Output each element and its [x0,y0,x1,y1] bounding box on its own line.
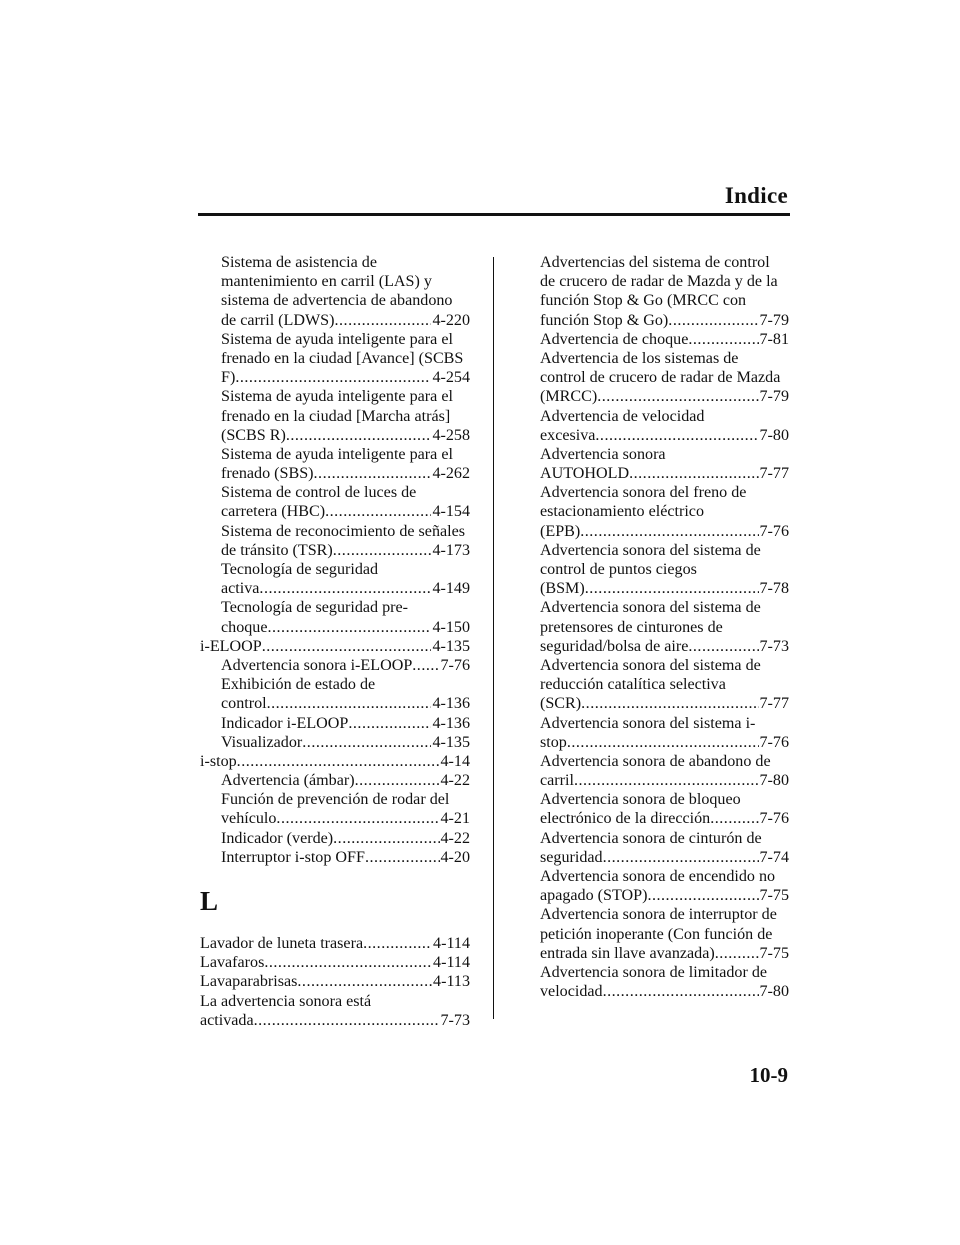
index-entry-text: Advertencia sonora de encendido no [540,868,776,885]
page-reference: 4-220 [432,311,470,329]
index-entry [526,541,789,599]
index-entry-leader-line [221,502,470,521]
dot-leader [264,953,432,972]
index-entry-text: (SCBS R) [221,426,286,444]
dot-leader [597,387,758,406]
dot-leader [348,714,431,733]
index-entry-text: vehículo [221,810,277,828]
index-entry-leader-line [221,368,470,387]
index-entry-text: Advertencia de los sistemas de [540,349,739,367]
index-entry [526,714,789,752]
index-entry-text: reducción catalítica selectiva [540,676,726,694]
page-reference: 7-76 [759,810,789,828]
index-entry-leader-line [200,752,470,771]
index-entry-leader-line [540,886,789,905]
index-entry-text: Advertencia sonora del sistema de [540,599,761,617]
index-entry [200,675,470,713]
index-entry-leader-line [221,426,470,445]
page-reference: 7-75 [759,944,789,962]
page-reference: 7-79 [759,388,789,406]
index-entry-text: Sistema de ayuda inteligente para el [221,388,453,406]
index-entry-text: electrónico de la dirección [540,810,711,828]
index-entry-text: frenado en la ciudad [Marcha atrás] [221,407,451,425]
dot-leader [581,694,758,713]
page-reference: 4-136 [432,714,470,732]
index-entry-leader-line [221,656,470,675]
page-reference: 7-80 [759,983,789,1001]
dot-leader [237,752,440,771]
page-reference: 4-254 [432,369,470,387]
index-entry-text: pretensores de cinturones de [540,618,723,636]
dot-leader [365,848,440,867]
dot-leader [254,1011,440,1030]
index-entry [200,752,470,771]
dot-leader [585,579,759,598]
index-entry-text: Advertencia sonora del freno de [540,484,747,502]
section-letter-heading: L [200,886,219,916]
index-entry-text: frenado (SBS) [221,465,314,483]
index-entries-right [526,253,789,1001]
index-entry-text: de tránsito (TSR) [221,541,333,559]
dot-leader [668,311,758,330]
index-entry-text: función Stop & Go (MRCC con [540,292,747,310]
index-entry-text: Exhibición de estado de [221,676,376,694]
dot-leader [297,972,432,991]
index-entry-text: activada [200,1011,254,1029]
index-entry [200,637,470,656]
page-reference: 4-114 [433,935,470,952]
index-entry-text: Advertencia sonora [540,445,666,463]
index-entry-leader-line [221,541,470,560]
index-entry-leader-line [200,972,470,991]
index-entry [200,771,470,790]
dot-leader [629,464,758,483]
dot-leader [335,311,432,330]
page-reference: 4-262 [432,465,470,483]
index-entry-text: Advertencia de velocidad [540,407,705,425]
index-entry [526,867,789,905]
index-entry-leader-line [221,848,470,867]
page-reference: 4-173 [432,541,470,559]
index-entry-leader-line [200,953,470,972]
index-entry [526,963,789,1001]
page-reference: 4-22 [440,829,470,847]
page-reference: 7-76 [440,656,470,674]
page-reference: 7-80 [759,772,789,790]
page-reference: 4-20 [440,848,470,866]
page-reference: 7-81 [759,330,789,348]
dot-leader [647,886,758,905]
index-entry [526,905,789,963]
index-entry-leader-line [540,522,789,541]
index-entry-text: función Stop & Go) [540,311,669,329]
index-entry [200,253,470,330]
index-entry-leader-line [221,809,470,828]
index-entry [526,598,789,656]
index-column-right [526,253,789,1001]
index-entry-text: i-ELOOP [200,637,262,655]
index-entry-text: Interruptor i-stop OFF [221,848,365,866]
index-entry [200,560,470,598]
index-entry-text: Advertencia sonora de cinturón de [540,829,762,847]
index-entry-text: petición inoperante (Con función de [540,925,773,943]
index-entry-leader-line [540,982,789,1001]
dot-leader [715,944,759,963]
index-entry [526,829,789,867]
page-reference: 4-136 [432,695,470,713]
page-reference: 7-75 [759,887,789,905]
index-entry-text: Sistema de control de luces de [221,484,417,502]
index-entry-text: (SCR) [540,695,582,713]
index-entry-text: seguridad [540,848,603,866]
page-reference: 7-77 [759,695,789,713]
index-entry-leader-line [200,1011,470,1030]
page-reference: 4-150 [432,618,470,636]
index-entry [200,934,470,953]
index-entries-i [200,253,470,867]
index-entry [526,656,789,714]
index-entry-text: carretera (HBC) [221,503,326,521]
page-reference: 7-73 [440,1011,470,1029]
dot-leader [259,579,431,598]
index-entry-text: Advertencia sonora de abandono de [540,752,771,770]
index-entry-text: frenado en la ciudad [Avance] (SCBS [221,349,464,367]
index-entry-text: Visualizador [221,733,303,751]
index-entry-text: choque [221,618,268,636]
page-reference: 4-258 [432,426,470,444]
index-entry-leader-line [540,809,789,828]
index-entry-text: (MRCC) [540,388,598,406]
page-reference: 4-22 [440,772,470,790]
index-entry-leader-line [540,733,789,752]
index-entries-l [200,934,470,1030]
index-entry-leader-line [540,637,789,656]
index-entry-leader-line [221,829,470,848]
dot-leader [325,502,431,521]
index-entry [526,445,789,483]
index-entry-leader-line [221,694,470,713]
index-entry [200,848,470,867]
dot-leader [710,809,758,828]
index-entry [200,829,470,848]
index-entry [200,656,470,675]
column-divider [493,257,494,1019]
index-entry-text: de carril (LDWS) [221,311,335,329]
page-number: 10-9 [749,1063,788,1087]
index-entry-text: Advertencia sonora de limitador de [540,963,768,981]
index-entry-text: Lavaparabrisas [200,973,298,991]
dot-leader [355,771,440,790]
index-entry-text: Tecnología de seguridad pre- [221,599,409,617]
index-entry-text: stop [540,733,567,751]
page-reference: 4-21 [440,810,470,828]
index-entry [526,483,789,541]
index-entry-text: Función de prevención de rodar del [221,791,450,809]
index-entry-leader-line [540,694,789,713]
index-entry-leader-line [540,771,789,790]
index-entry [200,733,470,752]
index-entry-leader-line [200,934,470,953]
index-entry [200,445,470,483]
index-entry-text: Indicador (verde) [221,829,334,847]
index-entry-text: control [221,695,267,713]
index-entry-text: Advertencia (ámbar) [221,772,355,790]
index-entry-text: Advertencia sonora de bloqueo [540,791,741,809]
page-reference: 4-113 [433,973,470,991]
index-entry-text: AUTOHOLD [540,465,630,483]
index-entry-text: Advertencia sonora del sistema de [540,656,761,674]
dot-leader [603,982,759,1001]
index-entry [200,714,470,733]
dot-leader [688,637,758,656]
index-entry-text: control de crucero de radar de Mazda [540,369,781,387]
index-entry-text: i-stop [200,752,237,770]
page-reference: 4-149 [432,580,470,598]
page-reference: 7-78 [759,580,789,598]
index-entry-leader-line [540,426,789,445]
dot-leader [580,522,758,541]
index-entry-text: Advertencia sonora del sistema de [540,541,761,559]
index-column-left [200,253,470,1030]
page-reference: 4-14 [440,752,470,770]
page-reference: 7-77 [759,465,789,483]
index-entry-text: Advertencia de choque [540,330,689,348]
index-entry-text: control de puntos ciegos [540,561,697,578]
index-entry-text: Lavador de luneta trasera [200,935,364,952]
page-reference: 7-80 [759,426,789,444]
index-entry-text: Advertencia sonora del sistema i- [540,714,756,732]
header-rule [198,213,790,216]
dot-leader [412,656,439,675]
dot-leader [276,809,439,828]
index-entry-leader-line [221,714,470,733]
index-entry-text: Sistema de ayuda inteligente para el [221,445,453,463]
dot-leader [688,330,758,349]
index-entry-text: Sistema de reconocimiento de señales [221,522,466,540]
index-entry-text: Advertencias del sistema de control [540,254,770,271]
index-entry-text: F) [221,369,236,387]
dot-leader [262,637,432,656]
index-entry [526,349,789,407]
index-entry-text: Tecnología de seguridad [221,561,379,578]
index-entry-text: (BSM) [540,580,585,598]
index-entry-text: entrada sin llave avanzada) [540,944,715,962]
index-entry [200,522,470,560]
page-header-title: Indice [724,183,788,208]
index-entry [200,790,470,828]
index-entry-text: mantenimiento en carril (LAS) y [221,273,432,291]
page-reference: 7-79 [759,311,789,329]
dot-leader [595,426,758,445]
page-reference: 7-76 [759,733,789,751]
index-entry [526,752,789,790]
index-entry-text: Advertencia sonora de interruptor de [540,906,777,924]
index-entry-text: (EPB) [540,522,581,540]
index-entry [200,483,470,521]
index-entry [200,330,470,388]
dot-leader [363,934,432,953]
index-entry-text: carril [540,772,574,790]
index-entry-text: Sistema de asistencia de [221,254,377,271]
index-entry-leader-line [221,771,470,790]
dot-leader [333,541,432,560]
index-entry-text: seguridad/bolsa de aire [540,637,689,655]
index-entry-text: excesiva [540,426,596,444]
index-entry-text: estacionamiento eléctrico [540,503,704,521]
index-entry-text: activa [221,580,260,598]
dot-leader [574,771,759,790]
index-entry-text: Sistema de ayuda inteligente para el [221,330,453,348]
index-entry-leader-line [221,311,470,330]
index-entry-leader-line [540,464,789,483]
page-reference: 4-135 [432,733,470,751]
index-entry-leader-line [221,464,470,483]
index-entry-text: Lavafaros [200,954,265,972]
index-entry-leader-line [540,387,789,406]
page-reference: 7-73 [759,637,789,655]
index-entry-leader-line [221,733,470,752]
index-entry [526,253,789,330]
index-entry-text: apagado (STOP) [540,887,648,905]
index-entry-leader-line [200,637,470,656]
index-entry [200,953,470,972]
index-entry-text: velocidad [540,983,603,1001]
index-entry-text: de crucero de radar de Mazda y de la [540,273,778,291]
dot-leader [267,694,432,713]
page-reference: 7-74 [759,848,789,866]
index-entry [526,790,789,828]
index-entry-text: Indicador i-ELOOP [221,714,349,732]
index-entry [526,407,789,445]
index-entry [200,992,470,1030]
index-entry-text: sistema de advertencia de abandono [221,292,453,310]
index-entry-leader-line [221,618,470,637]
page-reference: 7-76 [759,522,789,540]
index-entry [200,387,470,445]
index-entry-leader-line [540,311,789,330]
dot-leader [235,368,431,387]
index-entry-leader-line [540,330,789,349]
index-entry-leader-line [540,944,789,963]
dot-leader [267,618,431,637]
dot-leader [333,829,439,848]
index-entry-text: La advertencia sonora está [200,992,372,1010]
index-entry-text: Advertencia sonora i-ELOOP [221,656,413,674]
page-reference: 4-114 [433,954,470,972]
index-entry-leader-line [221,579,470,598]
index-entry-leader-line [540,848,789,867]
page-reference: 4-154 [432,503,470,521]
index-entry [200,598,470,636]
dot-leader [302,733,431,752]
index-entry-leader-line [540,579,789,598]
page-reference: 4-135 [432,637,470,655]
index-entry [526,330,789,349]
dot-leader [286,426,432,445]
index-entry [200,972,470,991]
dot-leader [567,733,759,752]
dot-leader [603,848,759,867]
dot-leader [314,464,432,483]
